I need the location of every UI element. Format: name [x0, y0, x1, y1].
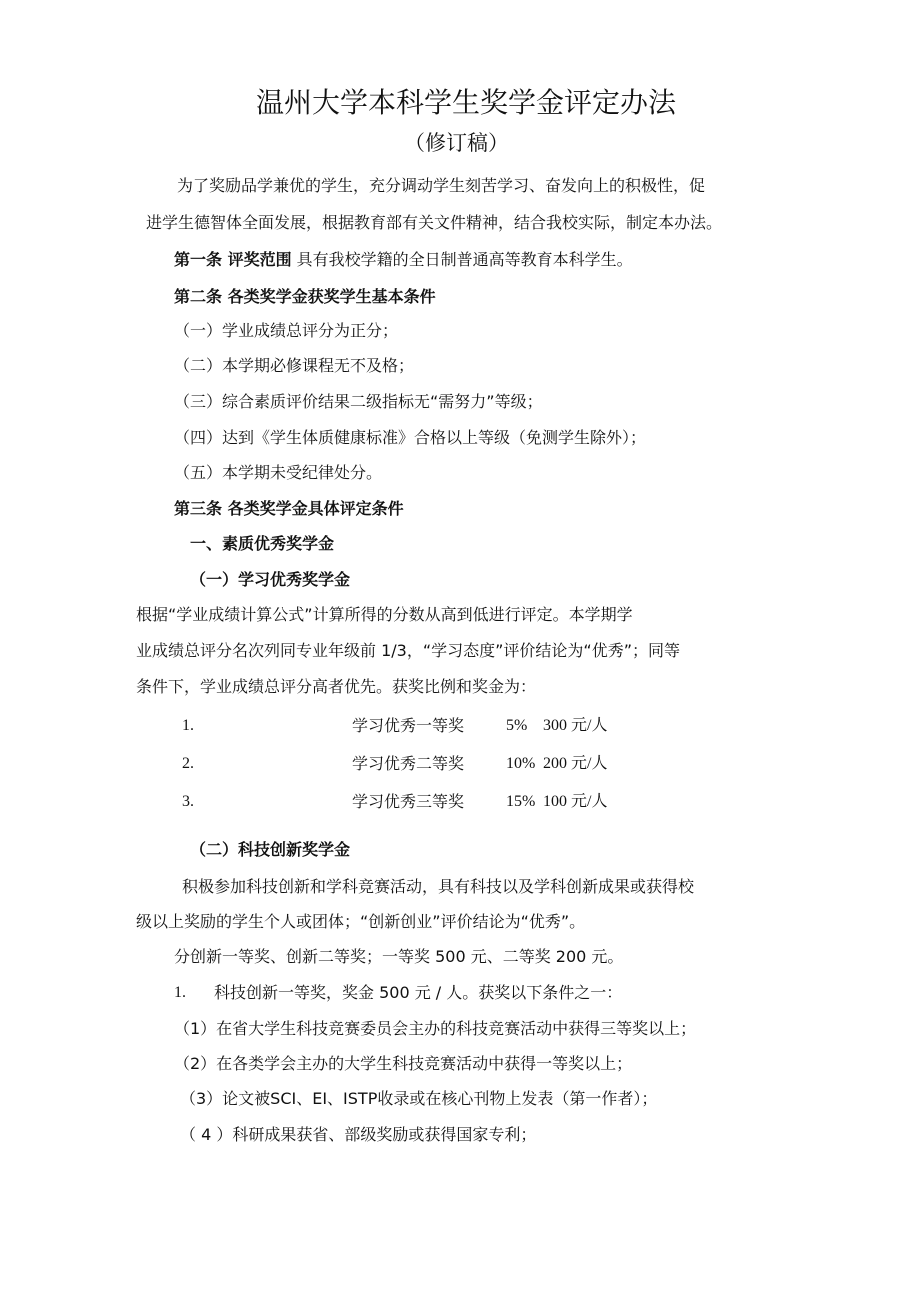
- award-2-ratio: 10%: [506, 755, 536, 772]
- subsection-1-heading: （一）学习优秀奖学金: [190, 570, 351, 589]
- subsection-1-para-line-1: 根据“学业成绩计算公式”计算所得的分数从高到低进行评定。本学期学: [136, 605, 633, 624]
- condition-4: （ 4 ）科研成果获省、部级奖励或获得国家专利；: [180, 1125, 537, 1144]
- article-1: [174, 250, 633, 270]
- article-1-text: 具有我校学籍的全日制普通高等教育本科学生。: [291, 250, 633, 269]
- article-2-item-1: （一）学业成绩总评分为正分；: [174, 321, 399, 340]
- section-1-heading: 一、素质优秀奖学金: [190, 534, 335, 553]
- award-3-amount: 100 元/人: [543, 793, 608, 810]
- subsection-2-para-line-1: 积极参加科技创新和学科竞赛活动，具有科技以及学科创新成果或获得校: [182, 877, 695, 896]
- award-3-ratio: 15%: [506, 793, 536, 810]
- article-2-item-4: （四）达到《学生体质健康标准》合格以上等级（免测学生除外）；: [174, 428, 647, 447]
- award-2-number: 2.: [182, 755, 194, 772]
- award-1-ratio: 5%: [506, 717, 528, 734]
- intro-line-2: 进学生德智体全面发展，根据教育部有关文件精神，结合我校实际，制定本办法。: [146, 213, 723, 232]
- condition-2: （2）在各类学会主办的大学生科技竞赛活动中获得一等奖以上；: [174, 1054, 633, 1073]
- subsection-2-para-line-2: 级以上奖励的学生个人或团体；“创新创业”评价结论为“优秀”。: [136, 912, 586, 931]
- article-3-heading: 第三条 各类奖学金具体评定条件: [174, 499, 404, 518]
- article-2-item-2: （二）本学期必修课程无不及格；: [174, 356, 415, 375]
- award-1-name: 学习优秀一等奖: [352, 716, 465, 735]
- subsection-2-heading: （二）科技创新奖学金: [190, 840, 351, 859]
- item-1-text: 科技创新一等奖，奖金 500 元 / 人。获奖以下条件之一：: [214, 983, 623, 1002]
- document-subtitle: （修订稿）: [404, 131, 509, 155]
- article-2-item-3: （三）综合素质评价结果二级指标无“需努力”等级；: [174, 392, 543, 411]
- document-title: 温州大学本科学生奖学金评定办法: [256, 86, 677, 119]
- article-2-item-5: （五）本学期未受纪律处分。: [174, 463, 383, 482]
- award-2-name: 学习优秀二等奖: [352, 754, 465, 773]
- subsection-1-para-line-3: 条件下，学业成绩总评分高者优先。获奖比例和奖金为：: [136, 677, 537, 696]
- article-1-heading: 第一条 评奖范围: [174, 250, 292, 269]
- award-3-number: 3.: [182, 793, 194, 810]
- article-2-heading: 第二条 各类奖学金获奖学生基本条件: [174, 287, 436, 306]
- subsection-1-para-line-2: 业成绩总评分名次列同专业年级前 1/3，“学习态度”评价结论为“优秀”；同等: [136, 641, 680, 660]
- award-1-amount: 300 元/人: [543, 717, 608, 734]
- intro-line-1: 为了奖励品学兼优的学生，充分调动学生刻苦学习、奋发向上的积极性，促: [177, 176, 706, 195]
- item-1-number: 1.: [174, 984, 186, 1001]
- award-3-name: 学习优秀三等奖: [352, 792, 465, 811]
- award-2-amount: 200 元/人: [543, 755, 608, 772]
- award-1-number: 1.: [182, 717, 194, 734]
- condition-3: （3）论文被SCI、EI、ISTP收录或在核心刊物上发表（第一作者）；: [180, 1089, 658, 1108]
- subsection-2-para-line-3: 分创新一等奖、创新二等奖；一等奖 500 元、二等奖 200 元。: [174, 947, 624, 966]
- condition-1: （1）在省大学生科技竞赛委员会主办的科技竞赛活动中获得三等奖以上；: [174, 1019, 697, 1038]
